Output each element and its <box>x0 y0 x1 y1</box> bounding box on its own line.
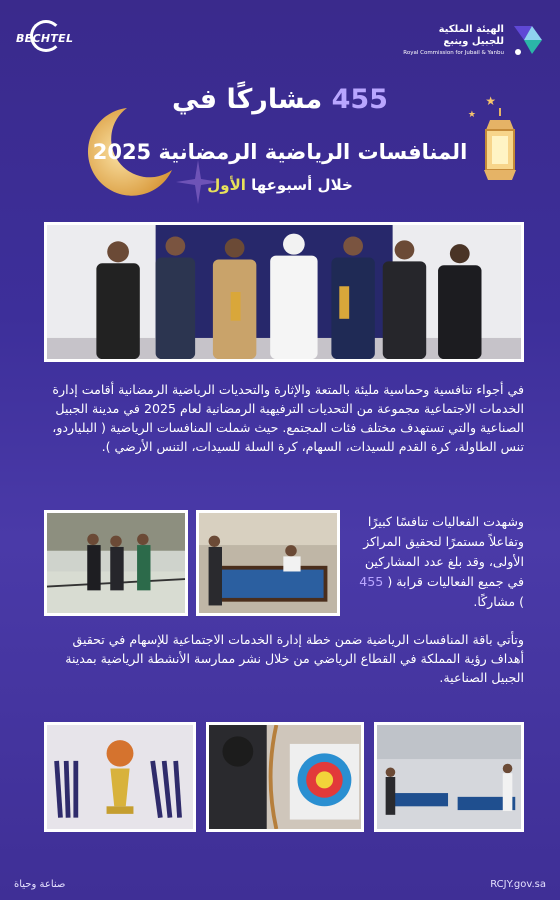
archery-photo <box>206 722 364 832</box>
table-tennis-photo <box>374 722 524 832</box>
footer-slogan: صناعة وحياة <box>14 879 66 890</box>
headline-title: المنافسات الرياضية الرمضانية 2025 <box>92 140 468 164</box>
paragraph-vision: وتأتي باقة المنافسات الرياضية ضمن خطة إدارة الخدمات الاجتماعية للإسهام في تحقيق أهداف رؤية المملكة في القطاع الرياضي من خلال نشر ممارسة الأنشطة الرياضية بمدينة الجبيل الصناعية. <box>65 632 524 685</box>
headline-subtitle: خلال أسبوعها الأول <box>207 176 353 194</box>
star-icon: ★ <box>485 94 496 108</box>
group-photo <box>44 222 524 362</box>
medals-photo <box>44 722 196 832</box>
headline-count <box>0 84 560 115</box>
headline-number: 455 <box>331 84 388 115</box>
rcjy-logo-ar-2: للجبيل وينبع <box>443 36 504 47</box>
paragraph-intro: في أجواء تنافسية وحماسية مليئة بالمتعة والإثارة والتحديات الرياضية الرمضانية أقامت إدارة الخدمات الاجتماعية مجموعة من التحديات الترفيهية الرمضانية لعام 2025 في مدينة الجبيل الصناعية والتي تستهدف مختلف فئات المجتمع. حيث شملت المنافسات الرياضية ( البلياردو، تنس الطاولة، كرة القدم للسيدات، السهام، كرة السلة للسيدات، التنس الأرضي ). <box>52 382 524 454</box>
billiards-photo <box>196 510 340 616</box>
highlight-word: الأول <box>207 176 246 194</box>
footer-website[interactable]: RCJY.gov.sa <box>490 879 546 890</box>
star-icon: ★ <box>467 110 476 120</box>
paragraph-participation: وشهدت الفعاليات تنافسًا كبيرًا وتفاعلاً مستمرًا لتحقيق المراكز الأولى، وقد بلغ عدد المشاركين في جميع الفعاليات قرابة ( 455 ) مشاركًا. <box>359 514 524 609</box>
headline-text: مشاركًا في <box>172 84 323 115</box>
rcjy-emblem-icon <box>510 22 546 58</box>
bechtel-logo: BECHTEL <box>16 20 76 60</box>
rcjy-logo-ar-1: الهيئة الملكية <box>438 24 504 35</box>
participants-number: 455 <box>359 574 384 589</box>
rcjy-logo <box>378 18 546 62</box>
rcjy-logo-en: Royal Commission for Jubail & Yanbu <box>403 50 504 56</box>
tennis-photo <box>44 510 188 616</box>
